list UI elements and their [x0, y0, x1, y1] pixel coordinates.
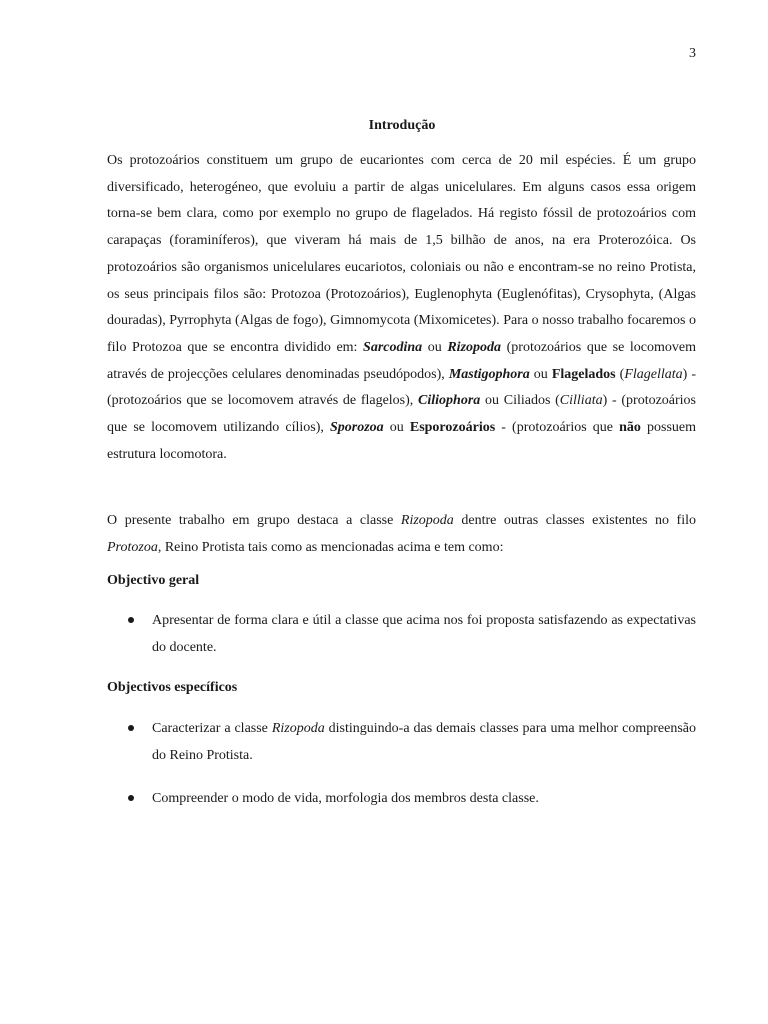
list-item-text: Compreender o modo de vida, morfologia dos membros desta classe.: [152, 791, 539, 806]
page-number: 3: [689, 46, 696, 61]
specific-objectives-title: Objectivos específicos: [107, 680, 238, 695]
introduction-paragraph: [107, 148, 696, 468]
bullet-icon: [128, 725, 134, 731]
text-run: - (protozoários que: [495, 420, 620, 436]
term-nao: não: [619, 420, 641, 436]
term-cilliata: Cilliata: [559, 393, 603, 409]
term-rizopoda: Rizopoda: [400, 513, 454, 528]
bullet-icon: [128, 617, 134, 623]
text-run: Os protozoários constituem um grupo de eucariontes com cerca de 20 mil espécies. É um grupo diversificado, heterogéneo, que evoluiu a partir de algas unicelulares. Em alguns casos essa origem torna-se bem clara, como por exemplo no grupo de flagelados. Há registo fóssil de protozoários com carapaças (foraminíferos), que viveram há mais de 1,5 bilhão de anos, na era Proterozóica. Os protozoários são organismos unicelulares eucariotos, coloniais ou não e encontram-se no reino Protista, os seus principais filos são: Protozoa (Protozoários), Euglenophyta (Euglenófitas), Crysophyta, (Algas douradas), Pyrrophyta (Algas de fogo), Gimnomycota (Mixomicetes). Para o nosso trabalho focaremos o filo Protozoa que se encontra dividido em:: [107, 153, 696, 355]
general-objective-title: Objectivo geral: [107, 573, 200, 588]
text-run: possuem estrutura locomotora.: [107, 420, 697, 462]
term-mastigophora: Mastigophora: [448, 366, 530, 382]
text-run: distinguindo-a das demais classes para uma melhor compreensão do Reino Protista.: [152, 721, 697, 763]
text-run: O presente trabalho em grupo destaca a classe: [107, 513, 401, 528]
text-run: ou: [383, 420, 410, 436]
text-run: (protozoários que se locomovem através de projecções celulares denominadas pseudópodos),: [107, 339, 696, 382]
section-heading: Introdução: [368, 118, 436, 133]
term-rizopoda: Rizopoda: [447, 339, 502, 355]
general-objective-list: [107, 607, 696, 661]
term-sporozoa: Sporozoa: [329, 420, 384, 436]
term-esporozoarios: Esporozoários: [409, 420, 496, 436]
list-item: [107, 607, 696, 661]
text-run: , Reino Protista tais como as mencionadas acima e tem como:: [157, 539, 504, 555]
term-rizopoda: Rizopoda: [271, 721, 325, 736]
list-item: [107, 785, 696, 812]
specific-objectives-list-continued: [107, 785, 696, 812]
text-run: (: [615, 366, 625, 382]
text-run: ) - (protozoários que se locomovem através de flagelos),: [107, 366, 697, 409]
term-ciliophora: Ciliophora: [418, 393, 481, 409]
text-run: dentre outras classes existentes no filo: [453, 513, 696, 528]
term-protozoa: Protozoa: [107, 539, 158, 555]
list-item-text: Apresentar de forma clara e útil a classe que acima nos foi proposta satisfazendo as expectativas do docente.: [152, 613, 696, 655]
term-sarcodina: Sarcodina: [363, 339, 423, 355]
term-flagellata: Flagellata: [624, 366, 683, 382]
text-run: ou Ciliados (: [480, 393, 560, 409]
text-run: Caracterizar a classe: [152, 721, 272, 736]
text-run: ) - (protozoários que se locomovem utilizando cílios),: [107, 393, 697, 436]
text-run: ou: [422, 339, 448, 355]
term-flagelados: Flagelados: [551, 366, 616, 382]
bullet-icon: [128, 795, 134, 801]
text-run: ou: [529, 366, 552, 382]
specific-objectives-list: [107, 715, 696, 769]
scope-paragraph: [107, 508, 696, 561]
list-item: [107, 715, 696, 769]
